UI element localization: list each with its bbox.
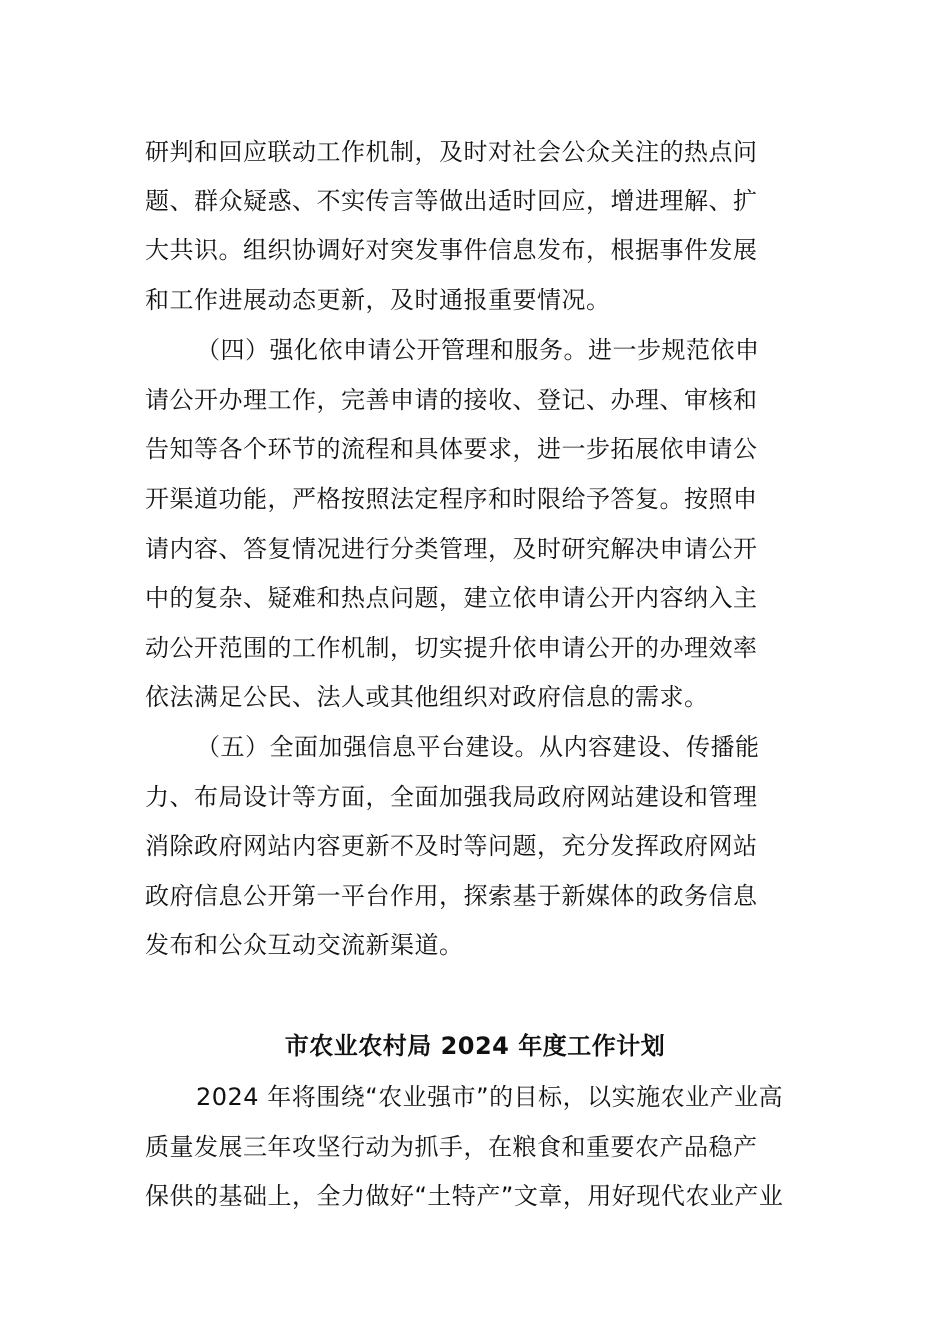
text-line: （五）全面加强信息平台建设。从内容建设、传播能 bbox=[196, 733, 760, 761]
text-line: 力、布局设计等方面，全面加强我局政府网站建设和管理 bbox=[145, 783, 758, 811]
text-line: 动公开范围的工作机制，切实提升依申请公开的办理效率 bbox=[145, 634, 758, 662]
text-line: 消除政府网站内容更新不及时等问题，充分发挥政府网站 bbox=[145, 832, 758, 860]
text-line: 2024 年将围绕“农业强市”的目标，以实施农业产业高 bbox=[196, 1083, 784, 1111]
text-line: 请内容、答复情况进行分类管理，及时研究解决申请公开 bbox=[145, 535, 758, 563]
text-line: 保供的基础上，全力做好“土特产”文章，用好现代农业产业 bbox=[145, 1182, 784, 1210]
text-line: 题、群众疑惑、不实传言等做出适时回应，增进理解、扩 bbox=[145, 187, 758, 215]
text-line: 政府信息公开第一平台作用，探索基于新媒体的政务信息 bbox=[145, 882, 758, 910]
text-line: 质量发展三年攻坚行动为抓手，在粮食和重要农产品稳产 bbox=[145, 1133, 758, 1161]
text-line: 开渠道功能，严格按照法定程序和时限给予答复。按照申 bbox=[145, 485, 758, 513]
text-line: 研判和回应联动工作机制，及时对社会公众关注的热点问 bbox=[145, 138, 758, 166]
text-line: 请公开办理工作，完善申请的接收、登记、办理、审核和 bbox=[145, 386, 758, 414]
text-line: 依法满足公民、法人或其他组织对政府信息的需求。 bbox=[145, 683, 709, 711]
text-line: 发布和公众互动交流新渠道。 bbox=[145, 931, 464, 959]
text-line: 和工作进展动态更新，及时通报重要情况。 bbox=[145, 286, 611, 314]
text-line: 中的复杂、疑难和热点问题，建立依申请公开内容纳入主 bbox=[145, 584, 758, 612]
section-title: 市农业农村局 2024 年度工作计划 bbox=[284, 1032, 666, 1060]
text-line: （四）强化依申请公开管理和服务。进一步规范依申 bbox=[196, 336, 760, 364]
text-line: 大共识。组织协调好对突发事件信息发布，根据事件发展 bbox=[145, 236, 758, 264]
text-line: 告知等各个环节的流程和具体要求，进一步拓展依申请公 bbox=[145, 435, 758, 463]
